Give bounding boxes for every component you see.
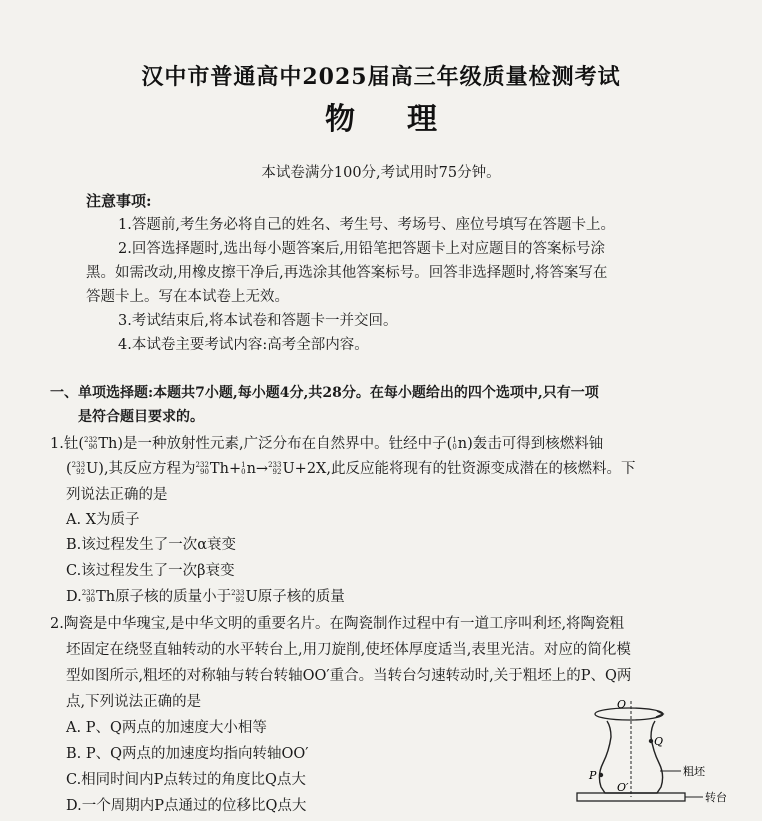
- point-q: [649, 739, 653, 743]
- label-turntable: 转台: [705, 791, 727, 804]
- rotation-arrow-icon: [595, 708, 663, 720]
- label-blank: 粗坯: [683, 765, 705, 778]
- q2-stem-line3: 型如图所示,粗坯的对称轴与转台转轴OO′重合。当转台匀速转动时,关于粗坯上的P、Q两: [66, 668, 632, 684]
- q1-stem-line1: 1.钍( 232 90 Th)是一种放射性元素,广泛分布在自然界中。钍经中子( 1 0 n)轰击可得到核燃料铀: [50, 436, 604, 452]
- pottery-figure: [565, 697, 745, 815]
- q1-stem-line2: ( 233 92 U),其反应方程为 232 90 Th+ 1 0 n→ 233 92 U+2X,此反应能将现有的钍资源变成潜在的核燃料。下: [66, 461, 636, 477]
- label-q: Q: [654, 735, 664, 748]
- section-heading: 一、单项选择题:本题共7小题,每小题4分,共28分。在每小题给出的四个选项中,只有一项: [50, 385, 599, 401]
- q1-stem-line3: 列说法正确的是: [66, 487, 168, 503]
- notice-line: 黑。如需改动,用橡皮擦干净后,再选涂其他答案标号。回答非选择题时,将答案写在: [86, 265, 608, 281]
- q1-option-a: A. X为质子: [66, 512, 140, 528]
- q2-option-c: C.相同时间内P点转过的角度比Q点大: [66, 772, 306, 788]
- exam-title: 汉中市普通高中2025届高三年级质量检测考试: [141, 64, 621, 90]
- nuclide-th: 232 90 Th: [84, 436, 118, 452]
- q1-option-c: C.该过程发生了一次β衰变: [66, 563, 235, 579]
- point-p: [599, 773, 603, 777]
- q2-stem-line4: 点,下列说法正确的是: [66, 694, 202, 710]
- nuclide-th: 232 90 Th: [81, 589, 116, 605]
- nuclide-u: 233 92 U: [231, 589, 258, 605]
- q2-stem-line1: 2.陶瓷是中华瑰宝,是中华文明的重要名片。在陶瓷制作过程中有一道工序叫利坯,将陶瓷粗: [50, 616, 625, 632]
- q2-option-d: D.一个周期内P点通过的位移比Q点大: [66, 798, 307, 814]
- subject-title: 物理: [325, 102, 489, 137]
- notice-line: 1.答题前,考生务必将自己的姓名、考生号、考场号、座位号填写在答题卡上。: [118, 217, 615, 233]
- q1-option-b: B.该过程发生了一次α衰变: [66, 537, 237, 553]
- notice-heading: 注意事项:: [86, 192, 152, 210]
- label-o-top: O: [617, 698, 627, 711]
- exam-info: 本试卷满分100分,考试用时75分钟。: [261, 165, 501, 181]
- nuclide-n: 1 0 n: [241, 461, 256, 477]
- q2-stem-line2: 坯固定在绕竖直轴转动的水平转台上,用刀旋削,使坯体厚度适当,表里光洁。对应的简化模: [66, 642, 631, 658]
- nuclide-u: 233 92 U: [268, 461, 295, 477]
- notice-line: 答题卡上。写在本试卷上无效。: [86, 289, 289, 305]
- nuclide-th: 232 90 Th: [195, 461, 229, 477]
- label-o-bottom: O′: [617, 781, 629, 794]
- label-p: P: [589, 769, 597, 782]
- notice-line: 3.考试结束后,将本试卷和答题卡一并交回。: [118, 313, 398, 329]
- section-heading-cont: 是符合题目要求的。: [78, 409, 204, 425]
- q2-option-b: B. P、Q两点的加速度均指向转轴OO′: [66, 746, 309, 762]
- q1-option-d: D. 232 90 Th原子核的质量小于 233 92 U原子核的质量: [66, 589, 345, 605]
- nuclide-n: 1 0 n: [452, 436, 468, 452]
- q2-option-a: A. P、Q两点的加速度大小相等: [66, 720, 267, 736]
- nuclide-u: 233 92 U: [71, 461, 99, 477]
- notice-line: 4.本试卷主要考试内容:高考全部内容。: [118, 337, 369, 353]
- notice-line: 2.回答选择题时,选出每小题答案后,用铅笔把答题卡上对应题目的答案标号涂: [118, 241, 606, 257]
